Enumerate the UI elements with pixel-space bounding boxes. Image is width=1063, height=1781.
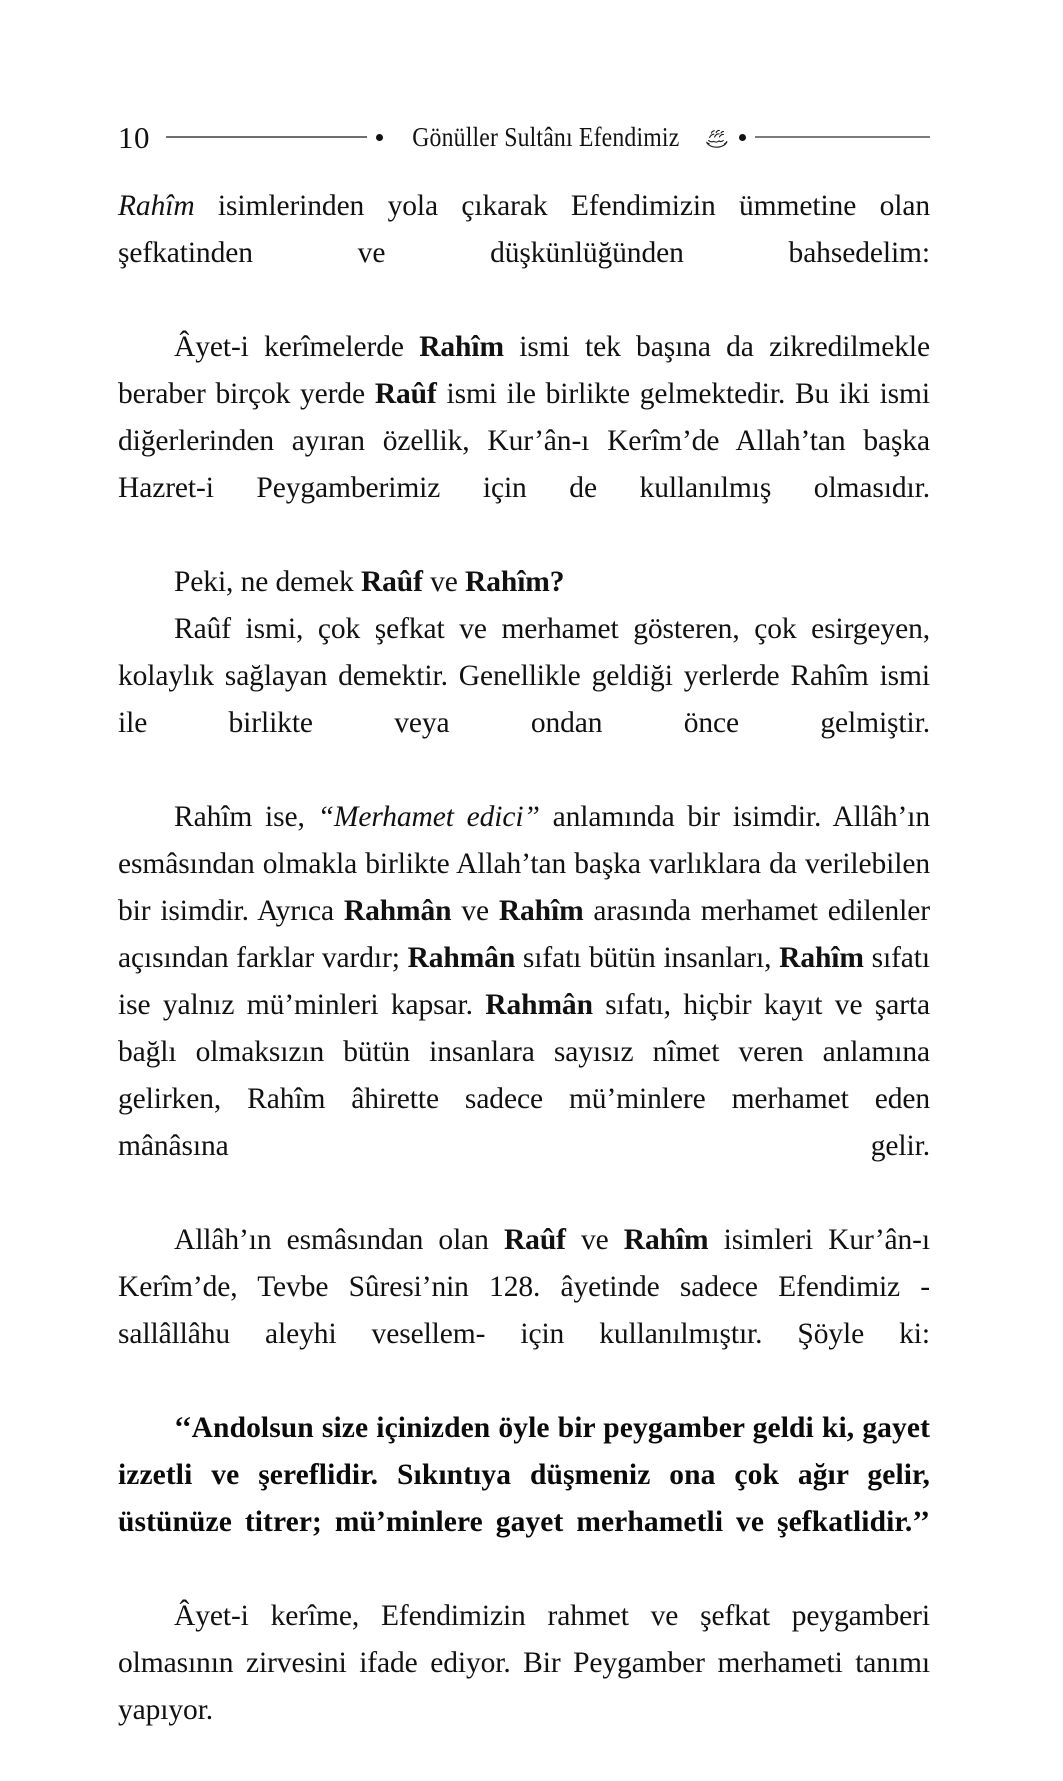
paragraph-1-lead-italic: Rahîm: [118, 190, 195, 222]
paragraph-1-text: isimlerinden yola çıkarak Efendimizin ümmetine olan şefkatinden ve düşkünlüğünden bahsedelim:: [118, 190, 930, 269]
text-column: [118, 183, 930, 1781]
page-number: 10: [118, 119, 150, 155]
paragraph-5-seg-6: sıfatı ise yalnız mü’minleri kapsar.: [118, 942, 930, 1021]
paragraph-4: Raûf ismi, çok şefkat ve merhamet gösteren, çok esirgeyen, kolaylık sağlayan demektir. Genellikle geldiği yerlerde Rahîm ismi ile birlikte veya ondan önce gelmiştir.: [118, 613, 930, 739]
paragraph-5-bold-rahman-1: Rahmân: [343, 895, 452, 927]
paragraph-5-seg-2: anlamında bir isimdir. Allâh’ın esmâsından olmakla birlikte Allah’tan başka varlıklara da verilebilen bir isimdir. Ayrıca: [118, 801, 930, 927]
paragraph-5-bold-rahim-1: Rahîm: [498, 895, 584, 927]
header-rule-right: [755, 136, 930, 138]
running-header: [118, 116, 930, 158]
paragraph-5-seg-5: sıfatı bütün insanları,: [515, 942, 780, 974]
sallallahu-alayhi-wasallam-icon: [704, 126, 730, 152]
paragraph-6-bold-rahim: Rahîm: [623, 1224, 709, 1256]
header-bullet-left-icon: [376, 134, 383, 141]
paragraph-3-bold-rauf: Raûf: [360, 566, 423, 598]
paragraph-2-seg-2: ismi tek başına da zikredilmekle beraber birçok yerde: [118, 331, 930, 410]
paragraph-3-seg-2: ve: [422, 566, 466, 598]
paragraph-5: [118, 794, 930, 1217]
paragraph-5-bold-rahman-2: Rahmân: [407, 942, 516, 974]
header-rule-left: [166, 136, 367, 138]
paragraph-5-seg-4: arasında merhamet edilenler açısından farklar vardır;: [118, 895, 930, 974]
paragraph-2: [118, 324, 930, 559]
paragraph-3-bold-rahim: Rahîm?: [465, 566, 565, 598]
header-bullet-right-icon: [739, 134, 746, 141]
paragraph-6-seg-3: isimleri Kur’ân-ı Kerîm’de, Tevbe Sûresi’nin 128. âyetinde sadece Efendimiz -sallâllâhu aleyhi vesellem- için kullanılmıştır. Şöyle ki:: [118, 1224, 931, 1350]
paragraph-2-seg-1: Âyet-i kerîmelerde: [174, 331, 420, 363]
paragraph-6: [118, 1217, 930, 1405]
paragraph-6-bold-rauf: Raûf: [503, 1224, 566, 1256]
paragraph-5-italic-merhamet-edici: “Merhamet edici”: [317, 801, 540, 833]
header-title: Gönüller Sultânı Efendimiz: [412, 121, 680, 152]
paragraph-7: Âyet-i kerîme, Efendimizin rahmet ve şefkat peygamberi olmasının zirvesini ifade ediyor. Bir Peygamber merhameti tanımı yapıyor.: [118, 1600, 930, 1726]
paragraph-2-bold-rauf: Raûf: [374, 378, 437, 410]
paragraph-5-seg-3: ve: [451, 895, 499, 927]
paragraph-5-seg-1: Rahîm ise,: [174, 801, 318, 833]
paragraph-2-bold-rahim: Rahîm: [419, 331, 504, 363]
paragraph-1: [118, 183, 930, 324]
paragraph-3: [118, 559, 930, 606]
paragraph-3-seg-1: Peki, ne demek: [174, 566, 361, 598]
paragraph-6-seg-1: Allâh’ın esmâsından olan: [174, 1224, 504, 1256]
quotation-block: ‘‘Andolsun size içinizden öyle bir peygamber geldi ki, gayet izzetli ve şereflidir. Sıkıntıya düşmeniz ona çok ağır gelir, üstünüze titrer; mü’minlere gayet merhametli ve şefkatlidir.’’: [118, 1412, 930, 1538]
paragraph-6-seg-2: ve: [565, 1224, 624, 1256]
paragraph-5-bold-rahman-3: Rahmân: [485, 989, 593, 1021]
paragraph-2-seg-3: ismi ile birlikte gelmektedir. Bu iki ismi diğerlerinden ayıran özellik, Kur’ân-ı Kerîm’de Allah’tan başka Hazret-i Peygamberimiz için de kullanılmış olmasıdır.: [118, 378, 931, 504]
paragraph-5-seg-7: sıfatı, hiçbir kayıt ve şarta bağlı olmaksızın bütün insanlara sayısız nîmet veren anlamına gelirken, Rahîm âhirette sadece mü’minlere merhamet eden mânâsına gelir.: [118, 989, 931, 1162]
paragraph-5-bold-rahim-2: Rahîm: [779, 942, 864, 974]
